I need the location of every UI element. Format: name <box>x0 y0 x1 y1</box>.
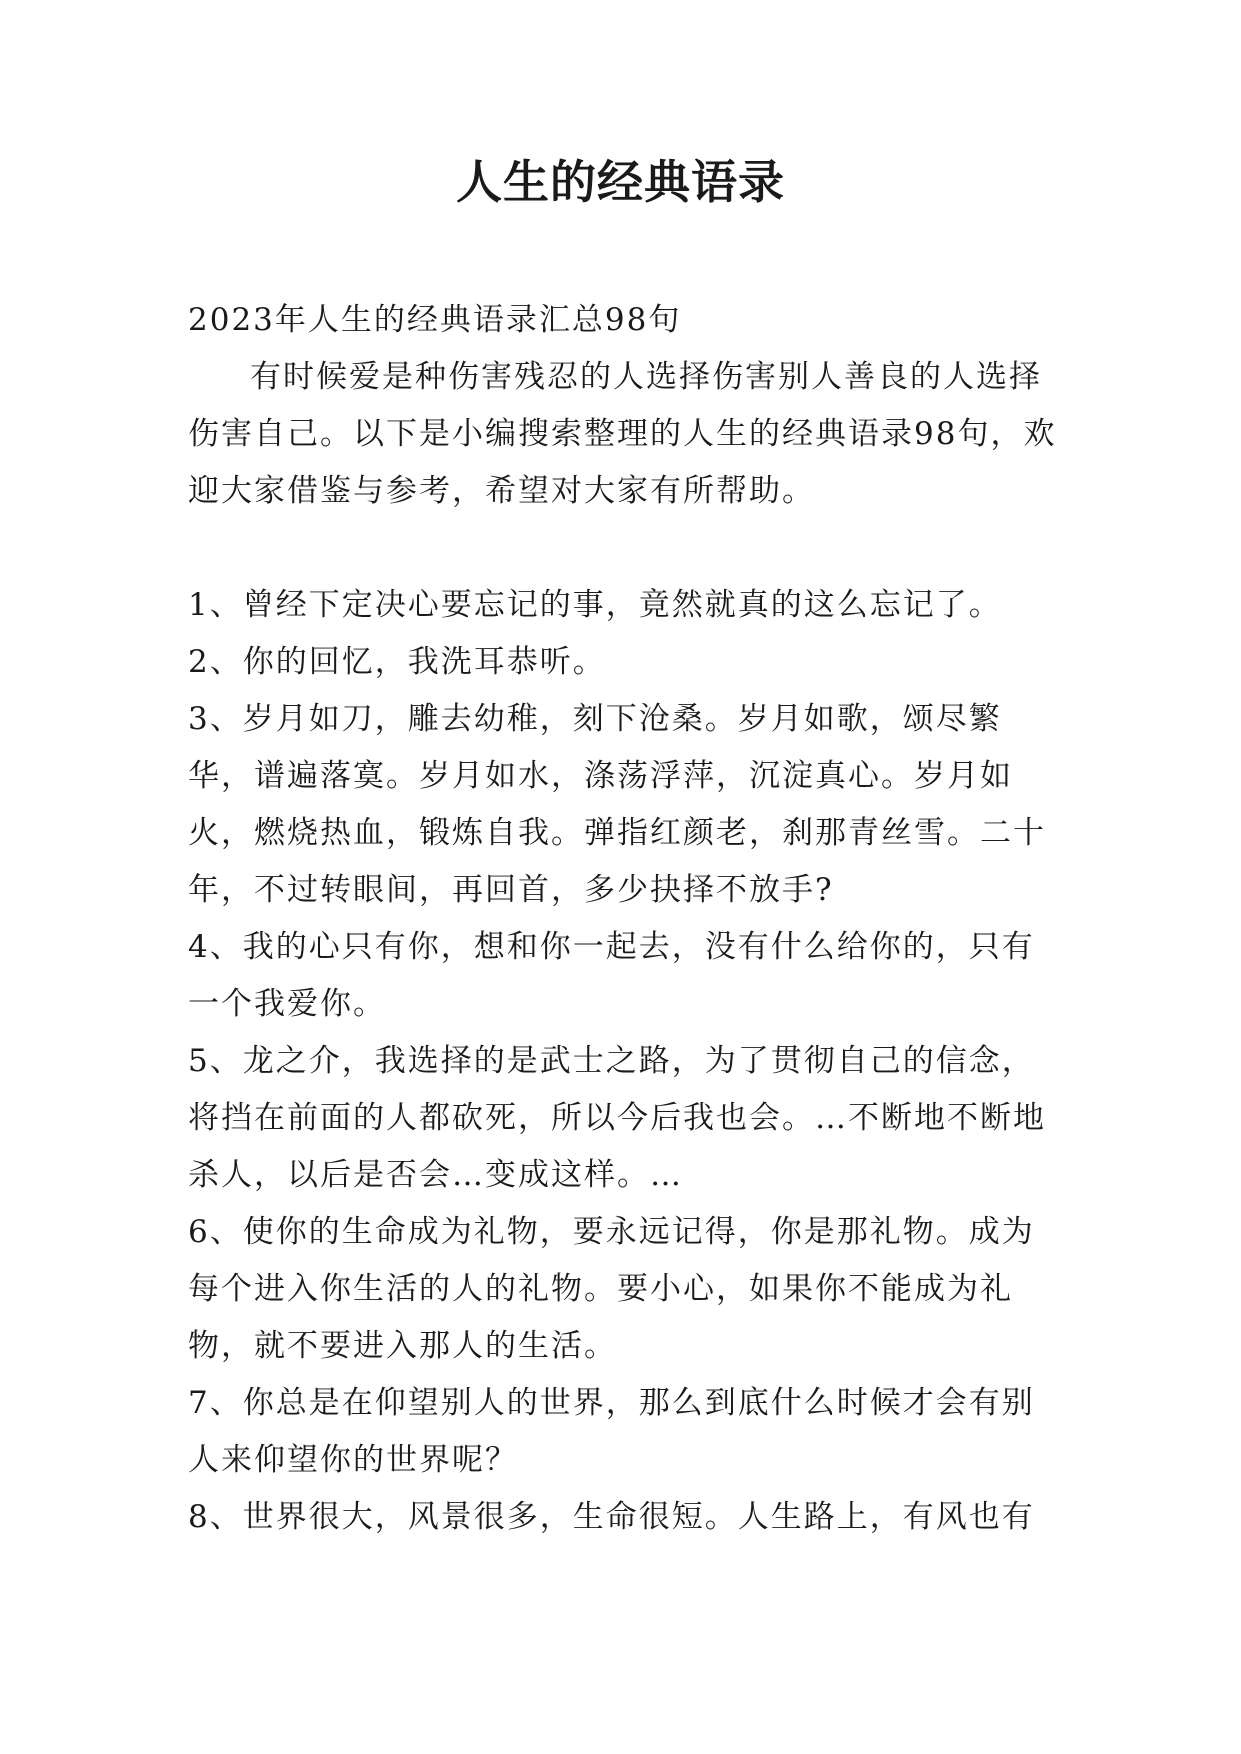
quote-item: 4、我的心只有你，想和你一起去，没有什么给你的，只有一个我爱你。 <box>188 929 1035 1022</box>
quote-item: 6、使你的生命成为礼物，要永远记得，你是那礼物。成为每个进入你生活的人的礼物。要小心，如果你不能成为礼物，就不要进入那人的生活。 <box>188 1214 1035 1364</box>
document-body <box>188 292 1058 1546</box>
paragraph-spacer <box>188 520 1058 577</box>
document-subtitle: 2023年人生的经典语录汇总98句 <box>188 302 682 338</box>
quote-item: 8、世界很大，风景很多，生命很短。人生路上，有风也有 <box>188 1499 1035 1535</box>
quote-list <box>188 577 1058 1546</box>
quote-item: 7、你总是在仰望别人的世界，那么到底什么时候才会有别人来仰望你的世界呢？ <box>188 1385 1035 1478</box>
intro-paragraph: 有时候爱是种伤害残忍的人选择伤害别人善良的人选择伤害自己。以下是小编搜索整理的人生的经典语录98句，欢迎大家借鉴与参考，希望对大家有所帮助。 <box>188 359 1057 509</box>
quote-item: 2、你的回忆，我洗耳恭听。 <box>188 644 606 680</box>
document-title: 人生的经典语录 <box>456 155 785 209</box>
quote-item: 1、曾经下定决心要忘记的事，竟然就真的这么忘记了。 <box>188 587 1002 623</box>
quote-item: 3、岁月如刀，雕去幼稚，刻下沧桑。岁月如歌，颂尽繁华，谱遍落寞。岁月如水，涤荡浮萍，沉淀真心。岁月如火，燃烧热血，锻炼自我。弹指红颜老，刹那青丝雪。二十年，不过转眼间，再回首，多少抉择不放手? <box>188 701 1046 908</box>
quote-item: 5、龙之介，我选择的是武士之路，为了贯彻自己的信念，将挡在前面的人都砍死，所以今后我也会。…不断地不断地杀人，以后是否会…变成这样。… <box>188 1043 1046 1193</box>
